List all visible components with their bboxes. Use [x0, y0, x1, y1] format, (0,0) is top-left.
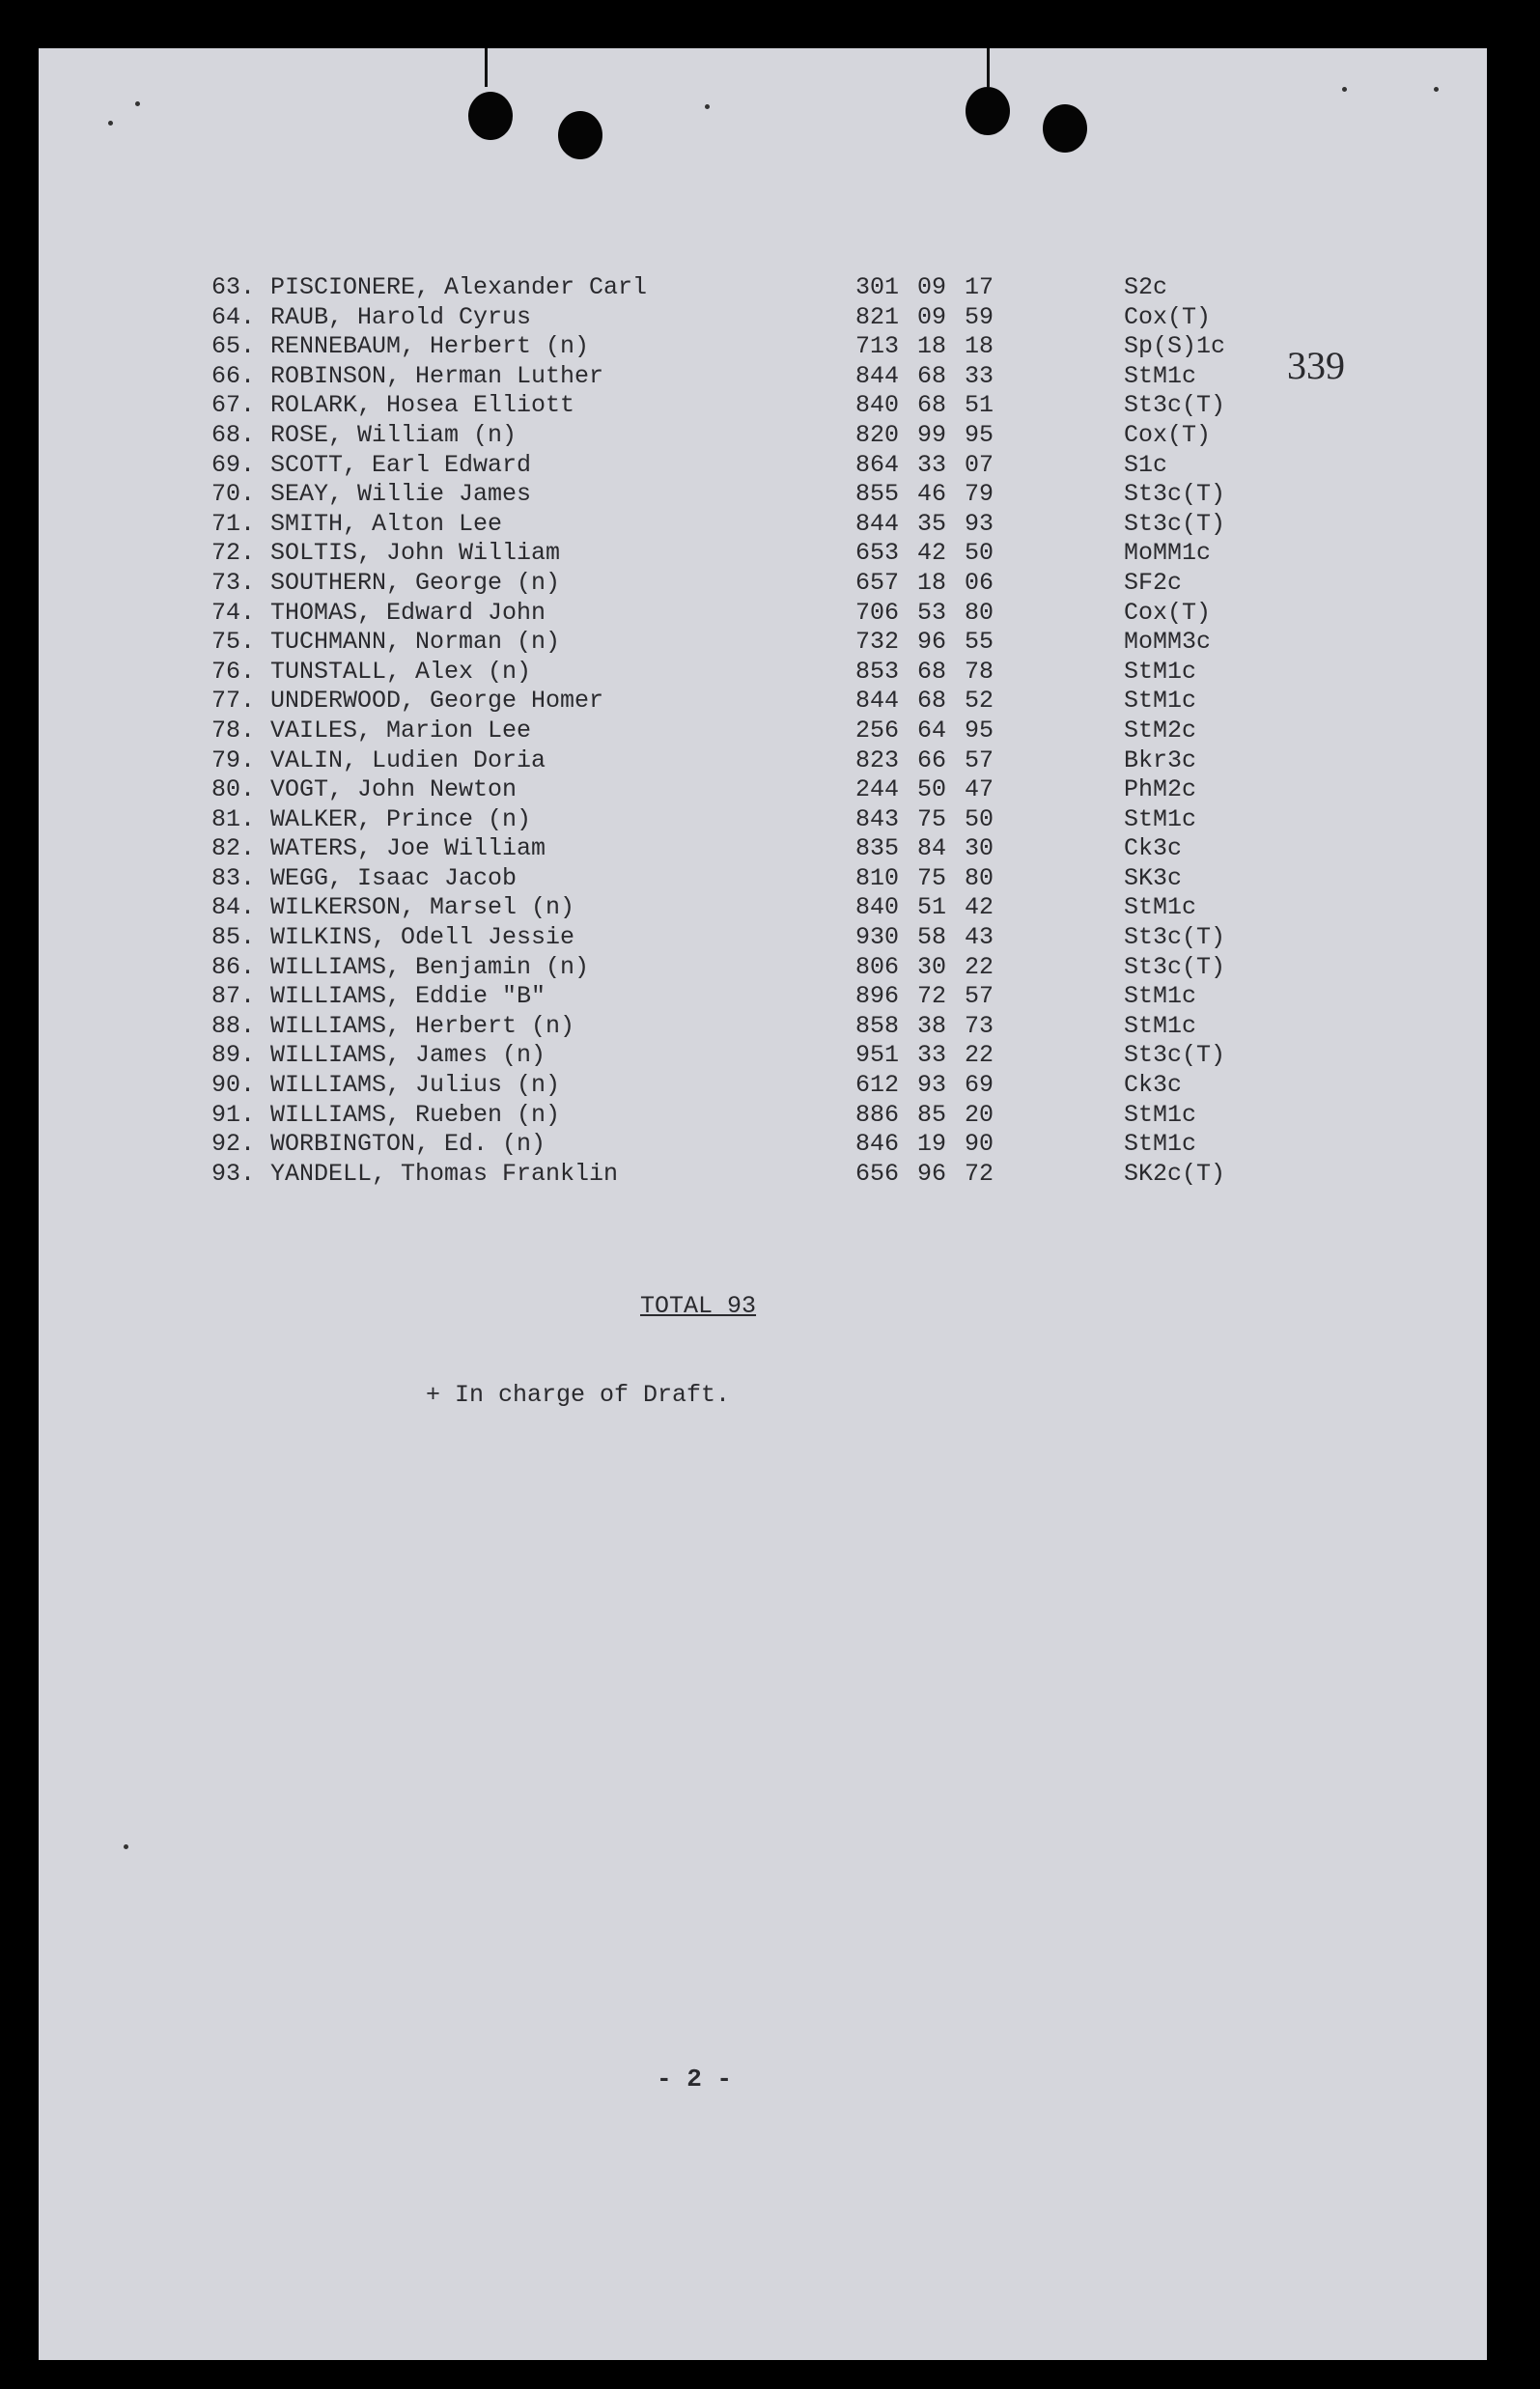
rating: StM2c	[1124, 716, 1197, 745]
roster-number: 70.	[210, 480, 255, 509]
roster-row	[193, 834, 1255, 864]
roster-name: WALKER, Prince (n)	[270, 804, 532, 833]
service-number: 657 18 06	[855, 568, 994, 597]
roster-name: ROLARK, Hosea Elliott	[270, 391, 575, 420]
roster-name: ROBINSON, Herman Luther	[270, 361, 604, 390]
roster-number: 78.	[210, 716, 255, 745]
roster-number: 87.	[210, 982, 255, 1011]
roster-row	[193, 1160, 1255, 1190]
folio-number: 339	[1287, 344, 1345, 387]
roster-name: SCOTT, Earl Edward	[270, 450, 532, 479]
service-number: 951 33 22	[855, 1041, 994, 1070]
rating: St3c(T)	[1124, 1041, 1226, 1070]
roster-name: WILLIAMS, James (n)	[270, 1041, 546, 1070]
roster-name: WILKINS, Odell Jessie	[270, 923, 575, 952]
roster-row	[193, 953, 1255, 983]
service-number: 864 33 07	[855, 450, 994, 479]
roster-row	[193, 746, 1255, 776]
roster-number: 85.	[210, 923, 255, 952]
rating: SK2c(T)	[1124, 1159, 1226, 1188]
speck	[108, 121, 113, 126]
roster-row	[193, 805, 1255, 835]
rating: Bkr3c	[1124, 745, 1197, 774]
roster-number: 74.	[210, 598, 255, 627]
roster-number: 65.	[210, 332, 255, 361]
roster-number: 73.	[210, 568, 255, 597]
service-number: 810 75 80	[855, 863, 994, 892]
rating: SF2c	[1124, 568, 1183, 597]
rating: St3c(T)	[1124, 391, 1226, 420]
roster-name: WATERS, Joe William	[270, 834, 546, 863]
roster-number: 68.	[210, 420, 255, 449]
roster-name: VOGT, John Newton	[270, 775, 518, 804]
roster-name: PISCIONERE, Alexander Carl	[270, 273, 648, 301]
service-number: 844 68 52	[855, 687, 994, 716]
roster-row	[193, 451, 1255, 481]
speck	[135, 101, 140, 106]
service-number: 653 42 50	[855, 539, 994, 568]
roster-number: 71.	[210, 509, 255, 538]
roster-number: 93.	[210, 1159, 255, 1188]
roster-number: 64.	[210, 302, 255, 331]
service-number: 844 35 93	[855, 509, 994, 538]
rating: Cox(T)	[1124, 420, 1212, 449]
punch-hole-2	[558, 111, 602, 159]
roster-number: 83.	[210, 863, 255, 892]
service-number: 858 38 73	[855, 1011, 994, 1040]
rating: StM1c	[1124, 893, 1197, 922]
rating: St3c(T)	[1124, 480, 1226, 509]
personnel-roster	[193, 273, 1255, 1189]
speck	[124, 1844, 128, 1849]
roster-row	[193, 1041, 1255, 1071]
service-number: 844 68 33	[855, 361, 994, 390]
rating: Ck3c	[1124, 834, 1183, 863]
punch-hole-4	[1043, 104, 1087, 153]
rating: StM1c	[1124, 361, 1197, 390]
service-number: 713 18 18	[855, 332, 994, 361]
roster-number: 81.	[210, 804, 255, 833]
roster-row	[193, 1012, 1255, 1042]
rating: PhM2c	[1124, 775, 1197, 804]
rating: St3c(T)	[1124, 952, 1226, 981]
roster-name: TUNSTALL, Alex (n)	[270, 657, 532, 686]
roster-name: THOMAS, Edward John	[270, 598, 546, 627]
roster-row	[193, 775, 1255, 805]
roster-row	[193, 1130, 1255, 1160]
roster-name: SMITH, Alton Lee	[270, 509, 503, 538]
roster-row	[193, 687, 1255, 717]
roster-name: ROSE, William (n)	[270, 420, 518, 449]
roster-name: RENNEBAUM, Herbert (n)	[270, 332, 590, 361]
service-number: 930 58 43	[855, 923, 994, 952]
roster-name: WILLIAMS, Julius (n)	[270, 1071, 561, 1100]
roster-row	[193, 539, 1255, 569]
service-number: 846 19 90	[855, 1130, 994, 1159]
rating: StM1c	[1124, 1011, 1197, 1040]
service-number: 806 30 22	[855, 952, 994, 981]
roster-name: SOUTHERN, George (n)	[270, 568, 561, 597]
roster-number: 88.	[210, 1011, 255, 1040]
roster-number: 91.	[210, 1100, 255, 1129]
speck	[1434, 87, 1439, 92]
service-number: 886 85 20	[855, 1100, 994, 1129]
punch-hole-1	[468, 92, 513, 140]
rating: St3c(T)	[1124, 509, 1226, 538]
rating: St3c(T)	[1124, 923, 1226, 952]
roster-row	[193, 599, 1255, 629]
roster-name: WILLIAMS, Benjamin (n)	[270, 952, 590, 981]
rating: MoMM1c	[1124, 539, 1212, 568]
service-number: 706 53 80	[855, 598, 994, 627]
rating: S2c	[1124, 273, 1168, 301]
service-number: 301 09 17	[855, 273, 994, 301]
roster-row	[193, 421, 1255, 451]
roster-row	[193, 923, 1255, 953]
rating: StM1c	[1124, 657, 1197, 686]
roster-number: 72.	[210, 539, 255, 568]
rating: StM1c	[1124, 982, 1197, 1011]
roster-number: 66.	[210, 361, 255, 390]
service-number: 835 84 30	[855, 834, 994, 863]
roster-row	[193, 982, 1255, 1012]
roster-name: WILKERSON, Marsel (n)	[270, 893, 575, 922]
roster-row	[193, 893, 1255, 923]
rating: StM1c	[1124, 1100, 1197, 1129]
roster-name: UNDERWOOD, George Homer	[270, 687, 604, 716]
roster-number: 69.	[210, 450, 255, 479]
roster-number: 79.	[210, 745, 255, 774]
roster-name: VALIN, Ludien Doria	[270, 745, 546, 774]
rating: StM1c	[1124, 804, 1197, 833]
roster-row	[193, 717, 1255, 746]
rating: Cox(T)	[1124, 598, 1212, 627]
roster-number: 82.	[210, 834, 255, 863]
rating: StM1c	[1124, 1130, 1197, 1159]
roster-name: RAUB, Harold Cyrus	[270, 302, 532, 331]
roster-row	[193, 628, 1255, 658]
roster-row	[193, 273, 1255, 303]
draft-note: + In charge of Draft.	[426, 1381, 731, 1409]
roster-name: WEGG, Isaac Jacob	[270, 863, 518, 892]
rating: Cox(T)	[1124, 302, 1212, 331]
roster-row	[193, 510, 1255, 540]
roster-name: WILLIAMS, Rueben (n)	[270, 1100, 561, 1129]
service-number: 855 46 79	[855, 480, 994, 509]
rating: Ck3c	[1124, 1071, 1183, 1100]
rating: S1c	[1124, 450, 1168, 479]
roster-number: 63.	[210, 273, 255, 301]
service-number: 656 96 72	[855, 1159, 994, 1188]
total-count: TOTAL 93	[640, 1292, 757, 1320]
roster-name: YANDELL, Thomas Franklin	[270, 1159, 619, 1188]
speck	[705, 104, 710, 109]
roster-name: SEAY, Willie James	[270, 480, 532, 509]
page-number: - 2 -	[657, 2065, 733, 2094]
roster-number: 77.	[210, 687, 255, 716]
roster-row	[193, 303, 1255, 333]
roster-number: 76.	[210, 657, 255, 686]
roster-name: SOLTIS, John William	[270, 539, 561, 568]
roster-number: 84.	[210, 893, 255, 922]
roster-row	[193, 658, 1255, 688]
service-number: 732 96 55	[855, 628, 994, 657]
roster-row	[193, 569, 1255, 599]
roster-row	[193, 1101, 1255, 1131]
roster-name: WILLIAMS, Eddie "B"	[270, 982, 546, 1011]
roster-row	[193, 362, 1255, 392]
rating: StM1c	[1124, 687, 1197, 716]
service-number: 896 72 57	[855, 982, 994, 1011]
service-number: 256 64 95	[855, 716, 994, 745]
roster-number: 67.	[210, 391, 255, 420]
roster-number: 89.	[210, 1041, 255, 1070]
binder-slit-right	[987, 48, 990, 87]
rating: SK3c	[1124, 863, 1183, 892]
rating: Sp(S)1c	[1124, 332, 1226, 361]
roster-name: WILLIAMS, Herbert (n)	[270, 1011, 575, 1040]
binder-slit-left	[485, 48, 488, 87]
roster-number: 86.	[210, 952, 255, 981]
roster-number: 80.	[210, 775, 255, 804]
service-number: 820 99 95	[855, 420, 994, 449]
roster-number: 90.	[210, 1071, 255, 1100]
roster-row	[193, 480, 1255, 510]
service-number: 840 51 42	[855, 893, 994, 922]
service-number: 821 09 59	[855, 302, 994, 331]
service-number: 840 68 51	[855, 391, 994, 420]
service-number: 612 93 69	[855, 1071, 994, 1100]
service-number: 853 68 78	[855, 657, 994, 686]
roster-row	[193, 391, 1255, 421]
roster-name: WORBINGTON, Ed. (n)	[270, 1130, 546, 1159]
roster-number: 92.	[210, 1130, 255, 1159]
roster-name: TUCHMANN, Norman (n)	[270, 628, 561, 657]
roster-name: VAILES, Marion Lee	[270, 716, 532, 745]
punch-hole-3	[966, 87, 1010, 135]
service-number: 244 50 47	[855, 775, 994, 804]
speck	[1342, 87, 1347, 92]
roster-row	[193, 1071, 1255, 1101]
rating: MoMM3c	[1124, 628, 1212, 657]
roster-row	[193, 332, 1255, 362]
service-number: 843 75 50	[855, 804, 994, 833]
service-number: 823 66 57	[855, 745, 994, 774]
roster-row	[193, 864, 1255, 894]
roster-number: 75.	[210, 628, 255, 657]
